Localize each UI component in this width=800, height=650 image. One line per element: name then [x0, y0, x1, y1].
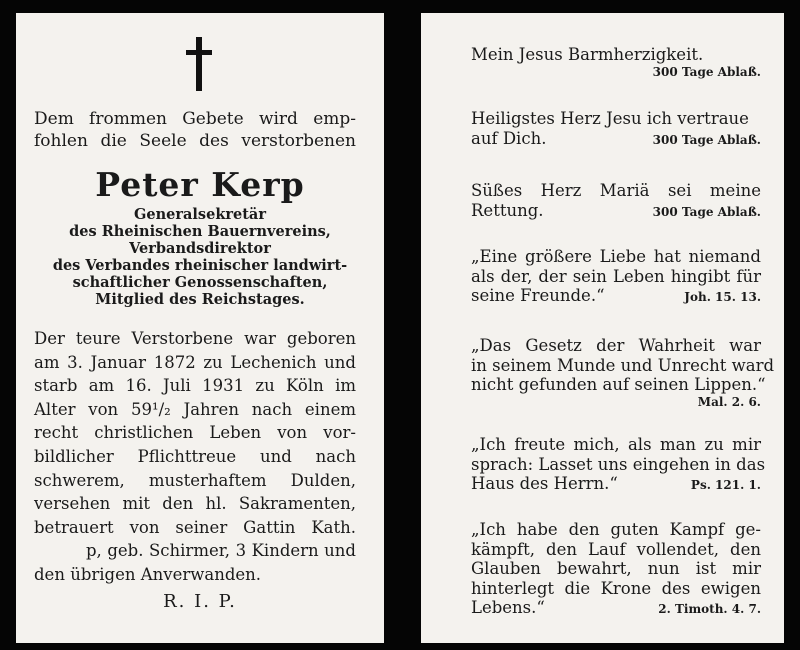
- indulgence-note: 300 Tage Ablaß.: [652, 64, 761, 79]
- prayer-line: Heiligstes Herz Jesu ich vertraue: [471, 109, 749, 128]
- intro-line: fohlen die Seele des verstorbenen: [34, 131, 356, 151]
- bio-line: betrauert von seiner Gattin Kath.: [34, 517, 356, 537]
- title-line: schaftlicher Genossenschaften,: [72, 274, 328, 291]
- bio-line: p, geb. Schirmer, 3 Kindern und: [86, 541, 356, 561]
- scripture-reference: Joh. 15. 13.: [684, 290, 761, 304]
- cross-icon: [186, 37, 212, 91]
- prayer-1: [471, 45, 761, 80]
- scripture-reference: 2. Timoth. 4. 7.: [658, 602, 761, 616]
- bible-quote-4: [471, 520, 761, 620]
- quote-line: als der, der sein Leben hingibt für: [471, 266, 761, 286]
- bio-line: Alter von 59¹/₂ Jahren nach einem: [34, 399, 356, 419]
- bio-line: recht christlichen Leben von vor-: [34, 423, 356, 443]
- bio-line: versehen mit den hl. Sakramenten,: [34, 494, 356, 514]
- indulgence-note: 300 Tage Ablaß.: [652, 204, 761, 219]
- title-line: Mitglied des Reichstages.: [95, 291, 305, 308]
- intro-line: Dem frommen Gebete wird emp-: [34, 109, 356, 129]
- quote-line: hinterlegt die Krone des ewigen: [471, 578, 761, 598]
- scripture-reference: Mal. 2. 6.: [697, 394, 761, 409]
- quote-line: sprach: Lasset uns eingehen in das: [471, 454, 766, 474]
- quote-line: in seinem Munde und Unrecht ward: [471, 355, 775, 375]
- quote-line: Haus des Herrn.“: [471, 474, 618, 493]
- bio-line: am 3. Januar 1872 zu Lechenich und: [34, 352, 356, 372]
- bible-quote-3: [471, 435, 766, 496]
- quote-line: „Ich freute mich, als man zu mir: [471, 435, 761, 454]
- prayer-line: Mein Jesus Barmherzigkeit.: [471, 45, 704, 64]
- quote-line: seine Freunde.“: [471, 286, 605, 305]
- title-line: des Rheinischen Bauernvereins,: [69, 223, 331, 240]
- indulgence-note: 300 Tage Ablaß.: [652, 132, 761, 147]
- quote-line: „Das Gesetz der Wahrheit war: [471, 336, 761, 355]
- quote-line: Lebens.“: [471, 598, 545, 617]
- intro-text: [34, 108, 356, 152]
- bio-line: bildlicher Pflichttreue und nach: [34, 446, 356, 466]
- quote-line: „Ich habe den guten Kampf ge-: [471, 520, 761, 539]
- title-line: Generalsekretär: [134, 206, 266, 223]
- title-line: des Verbandes rheinischer landwirt-: [52, 257, 348, 274]
- scripture-reference: Ps. 121. 1.: [690, 478, 761, 492]
- title-line: Verbandsdirektor: [129, 240, 271, 257]
- quote-line: Glauben bewahrt, nun ist mir: [471, 559, 761, 578]
- deceased-name: Peter Kerp: [95, 165, 305, 204]
- prayer-2: [471, 109, 761, 150]
- bible-quote-2: [471, 336, 775, 410]
- bio-line: schwerem, musterhaftem Dulden,: [34, 470, 356, 490]
- bio-line: Der teure Verstorbene war geboren: [34, 329, 356, 348]
- prayer-line: Rettung.: [471, 200, 544, 220]
- bio-line: den übrigen Anverwanden.: [34, 564, 262, 584]
- prayer-line: auf Dich.: [471, 128, 547, 148]
- bible-quote-1: [471, 247, 761, 308]
- titles-block: [30, 206, 370, 308]
- prayer-3: [471, 181, 761, 222]
- quote-line: kämpft, den Lauf vollendet, den: [471, 539, 761, 559]
- quote-line: nicht gefunden auf seinen Lippen.“: [471, 375, 766, 394]
- biography-text: [34, 327, 356, 587]
- prayer-line: Süßes Herz Mariä sei meine: [471, 181, 761, 200]
- bio-line: starb am 16. Juli 1931 zu Köln im: [34, 376, 356, 396]
- quote-line: „Eine größere Liebe hat niemand: [471, 247, 761, 266]
- rip-closing: R. I. P.: [163, 591, 237, 612]
